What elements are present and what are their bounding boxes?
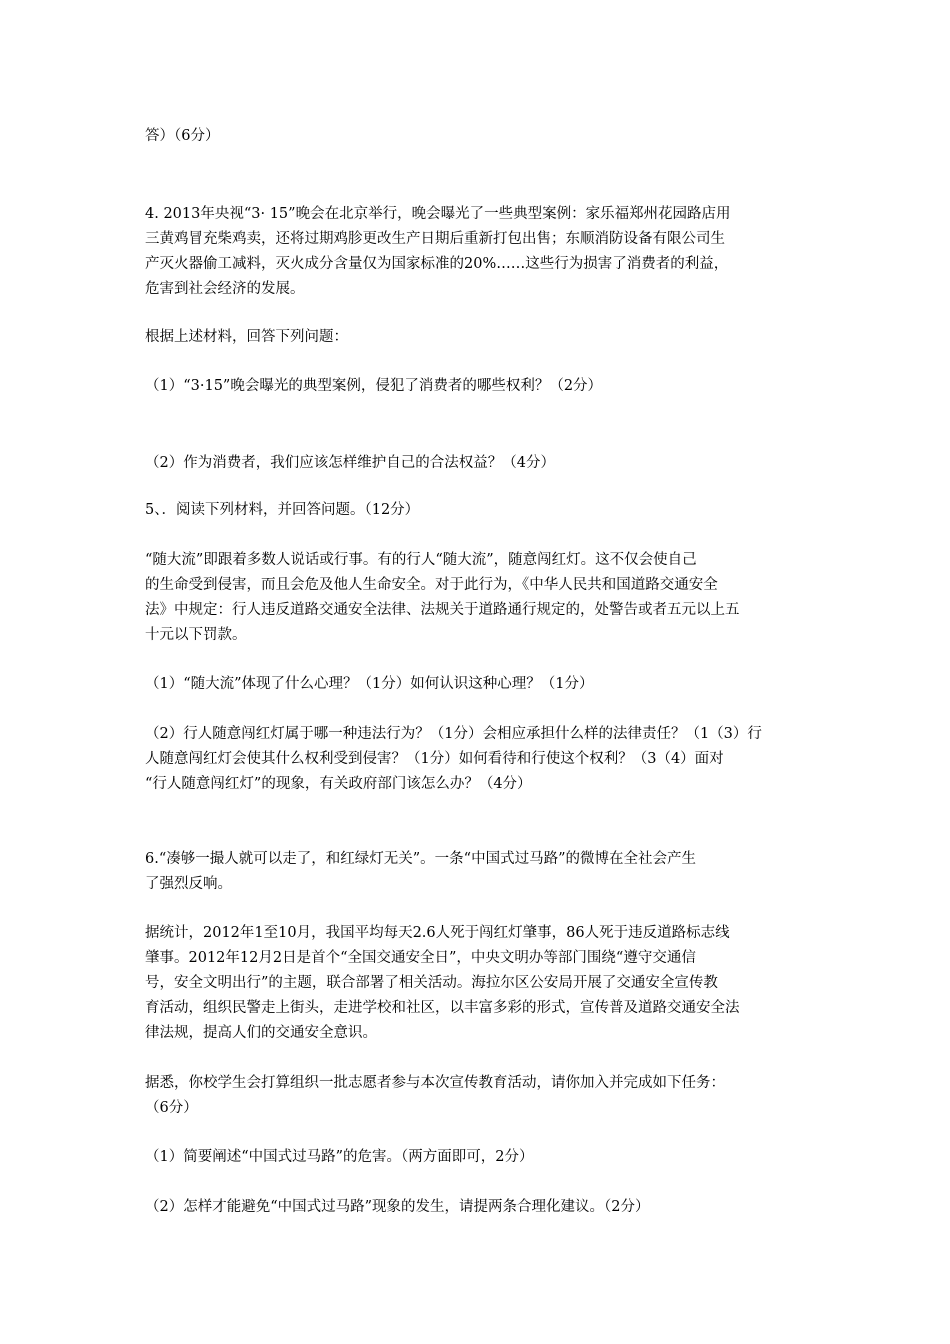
text-line: （2）作为消费者，我们应该怎样维护自己的合法权益？（4分） [145,455,555,471]
text-line: （1）简要阐述“中国式过马路”的危害。（两方面即可，2分） [145,1149,534,1165]
text-line: （1）“随大流”体现了什么心理？（1分）如何认识这种心理？（1分） [145,676,594,692]
text-line: 三黄鸡冒充柴鸡卖，还将过期鸡胗更改生产日期后重新打包出售；东顺消防设备有限公司生 [145,231,725,247]
text-line: 据统计，2012年1至10月，我国平均每天2.6人死于闯红灯肇事，86人死于违反道路标志线 [145,925,730,941]
text-line: 危害到社会经济的发展。 [145,281,305,297]
text-line: 根据上述材料，回答下列问题： [145,329,348,345]
text-line: （6分） [145,1100,198,1116]
text-line: 人随意闯红灯会使其什么权利受到侵害？（1分）如何看待和行使这个权利？（3（4）面对 [145,751,724,767]
text-line: 肇事。2012年12月2日是首个“全国交通安全日”，中央文明办等部门围绕“遵守交通信 [145,950,696,966]
text-line: 据悉，你校学生会打算组织一批志愿者参与本次宣传教育活动，请你加入并完成如下任务： [145,1075,725,1091]
text-line: “随大流”即跟着多数人说话或行事。有的行人“随大流”，随意闯红灯。这不仅会使自己 [145,552,697,568]
text-line: 答）（6分） [145,128,220,144]
text-line: 4. 2013年央视“3· 15”晚会在北京举行，晚会曝光了一些典型案例：家乐福郑州花园路店用 [145,206,731,222]
text-line: 法》中规定：行人违反道路交通安全法律、法规关于道路通行规定的，处警告或者五元以上五 [145,602,740,618]
text-line: 5、．阅读下列材料，并回答问题。（12分） [145,502,420,518]
text-line: 产灭火器偷工减料，灭火成分含量仅为国家标准的20%……这些行为损害了消费者的利益， [145,256,729,272]
text-line: “行人随意闯红灯”的现象，有关政府部门该怎么办？（4分） [145,776,532,792]
text-line: （2）行人随意闯红灯属于哪一种违法行为？（1分）会相应承担什么样的法律责任？（1（3）行 [145,726,762,742]
text-line: 了强烈反响。 [145,876,232,892]
text-line: 育活动，组织民警走上街头，走进学校和社区，以丰富多彩的形式，宣传普及道路交通安全法 [145,1000,740,1016]
text-line: （2）怎样才能避免“中国式过马路”现象的发生，请提两条合理化建议。（2分） [145,1199,650,1215]
text-line: （1）“3·15”晚会曝光的典型案例，侵犯了消费者的哪些权利？（2分） [145,378,603,394]
text-line: 十元以下罚款。 [145,627,247,643]
text-line: 的生命受到侵害，而且会危及他人生命安全。对于此行为，《中华人民共和国道路交通安全 [145,577,718,593]
text-line: 6.“凑够一撮人就可以走了，和红绿灯无关”。一条“中国式过马路”的微博在全社会产生 [145,851,696,867]
text-line: 律法规，提高人们的交通安全意识。 [145,1025,377,1041]
text-line: 号，安全文明出行”的主题，联合部署了相关活动。海拉尔区公安局开展了交通安全宣传教 [145,975,718,991]
